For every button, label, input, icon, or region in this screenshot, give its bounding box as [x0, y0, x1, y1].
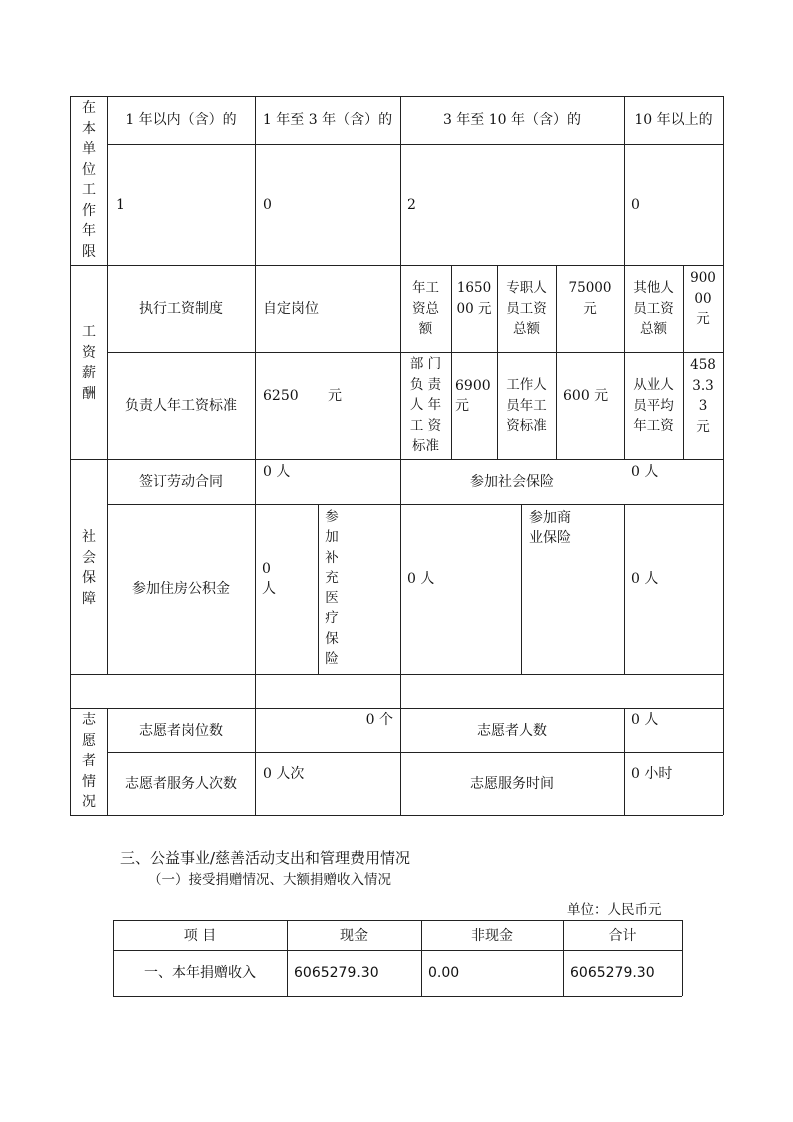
table-rule — [113, 920, 682, 921]
volunteer-count-value: 0 人 — [631, 712, 659, 728]
commercial-insurance-value: 0 人 — [631, 571, 659, 587]
salary-row-label: 工 资 薪 酬 — [82, 324, 96, 402]
table-rule — [70, 708, 723, 709]
head-std-value: 6250 — [263, 388, 299, 404]
social-row-label: 社 会 保 障 — [82, 529, 96, 607]
other-total-value: 900 00 元 — [690, 270, 716, 327]
value-under-1yr: 1 — [116, 197, 125, 213]
table-rule — [451, 352, 452, 459]
table-rule — [624, 708, 625, 815]
table-rule — [70, 674, 723, 675]
table-rule — [255, 96, 256, 815]
fulltime-total-value: 75000 元 — [568, 280, 612, 317]
insurance-value: 0 人 — [631, 464, 659, 480]
header-cash: 现金 — [340, 928, 368, 944]
contract-label: 签订劳动合同 — [139, 474, 223, 490]
table-rule — [318, 504, 319, 674]
annual-total-value: 1650 00 元 — [456, 280, 492, 317]
service-times-label: 志愿者服务人次数 — [125, 776, 237, 792]
avg-salary-label: 从业人 员平均 年工资 — [633, 377, 674, 434]
service-hours-label: 志愿服务时间 — [470, 776, 554, 792]
worker-std-label: 工作人 员年工 资标准 — [506, 377, 547, 434]
donation-row-label: 一、本年捐赠收入 — [144, 965, 256, 981]
table-rule — [70, 96, 723, 97]
table-rule — [624, 504, 625, 674]
value-1-3yr: 0 — [263, 197, 272, 213]
commercial-insurance-label: 参加商 业保险 — [529, 510, 571, 546]
header-total: 合计 — [608, 928, 637, 944]
table-rule — [113, 950, 682, 951]
contract-value: 0 人 — [263, 464, 291, 480]
table-rule — [107, 352, 723, 353]
header-noncash: 非现金 — [471, 928, 513, 944]
other-total-label: 其他人 员工资 总额 — [633, 280, 674, 337]
supp-medical-value: 0 人 — [407, 571, 435, 587]
volunteer-positions-value: 0 个 — [365, 712, 393, 728]
dept-head-label: 部 门 负 责 人 年 工 资 标准 — [409, 356, 442, 454]
value-3-10yr: 2 — [407, 197, 416, 213]
header-3-10yr: 3 年至 10 年（含）的 — [442, 112, 582, 128]
worker-std-value: 600 元 — [563, 388, 609, 404]
volunteer-positions-label: 志愿者岗位数 — [139, 723, 223, 739]
value-over-10yr: 0 — [631, 197, 640, 213]
housing-fund-label: 参加住房公积金 — [132, 581, 230, 597]
salary-system-value: 自定岗位 — [263, 301, 319, 317]
head-std-label: 负责人年工资标准 — [125, 398, 237, 414]
table-rule — [107, 752, 723, 753]
header-item: 项 目 — [183, 928, 217, 944]
annual-total-label: 年工 资总 额 — [412, 280, 439, 337]
fulltime-total-label: 专职人 员工资 总额 — [506, 280, 547, 337]
table-rule — [682, 920, 683, 996]
dept-head-value: 6900 元 — [455, 378, 491, 414]
housing-fund-value: 0 人 — [262, 561, 276, 597]
avg-salary-value: 458 3.3 3 元 — [690, 357, 716, 435]
donation-total: 6065279.30 — [570, 965, 655, 981]
insurance-label: 参加社会保险 — [470, 474, 554, 490]
head-std-unit: 元 — [328, 388, 342, 404]
section-subtitle: （一）接受捐赠情况、大额捐赠收入情况 — [148, 872, 391, 888]
salary-system-label: 执行工资制度 — [139, 301, 223, 317]
donation-cash: 6065279.30 — [294, 965, 379, 981]
table-rule — [70, 96, 71, 815]
header-under-1yr: 1 年以内（含）的 — [125, 112, 237, 128]
unit-label: 单位：人民币元 — [567, 902, 662, 918]
table-rule — [107, 504, 723, 505]
volunteer-count-label: 志愿者人数 — [477, 723, 547, 739]
table-rule — [521, 504, 522, 674]
table-rule — [113, 996, 682, 997]
supp-medical-label: 参 加 补 充 医 疗 保 险 — [325, 509, 339, 668]
table-rule — [107, 144, 723, 145]
service-times-value: 0 人次 — [263, 766, 305, 782]
header-over-10yr: 10 年以上的 — [634, 112, 713, 128]
header-1-3yr: 1 年至 3 年（含）的 — [262, 112, 393, 128]
donation-noncash: 0.00 — [428, 965, 460, 981]
section-title: 三、公益事业/慈善活动支出和管理费用情况 — [120, 849, 411, 867]
table-rule — [70, 459, 723, 460]
table-rule — [70, 815, 723, 816]
volunteer-row-label: 志 愿 者 情 况 — [82, 712, 96, 810]
table-rule — [70, 265, 723, 266]
work-years-row-label: 在 本 单 位 工 作 年 限 — [82, 100, 96, 260]
table-rule — [723, 96, 724, 815]
service-hours-value: 0 小时 — [631, 766, 673, 782]
